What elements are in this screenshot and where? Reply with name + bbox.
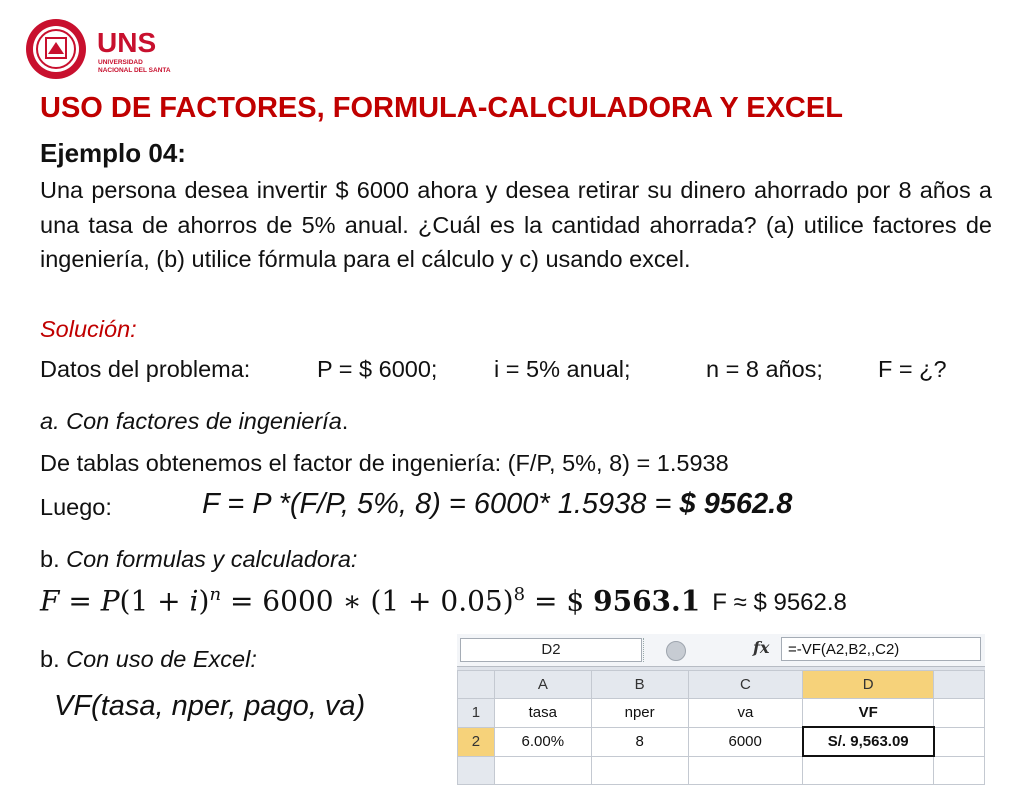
table-row [458, 756, 985, 785]
svg-text:NACIONAL DEL SANTA: NACIONAL DEL SANTA [98, 67, 171, 74]
cell-b2[interactable]: 8 [591, 727, 688, 756]
excel-snippet [457, 634, 985, 768]
column-header-d[interactable]: D [803, 671, 934, 699]
compound-formula: $F = P(1 + i)^n = 6000$ ∗ $(1 + 0.05)^8$ = $ 9563.1 F ≈ $ 9562.8 [40, 584, 847, 618]
data-n: n = 8 años; [706, 356, 823, 382]
data-p: P = $ 6000; [317, 356, 438, 382]
select-all-corner[interactable] [458, 671, 495, 699]
cell-b1[interactable]: nper [591, 699, 688, 728]
cell-e2[interactable] [934, 727, 985, 756]
table-row [458, 727, 985, 756]
university-logo [24, 16, 174, 86]
data-f: F = ¿? [878, 356, 947, 382]
luego-label: Luego: [40, 494, 112, 520]
svg-text:UNIVERSIDAD: UNIVERSIDAD [98, 59, 143, 66]
cell-d2[interactable]: S/. 9,563.09 [803, 727, 934, 756]
cell-c3[interactable] [688, 756, 803, 785]
namebox-divider [643, 638, 646, 662]
cell-c1[interactable]: va [688, 699, 803, 728]
solution-heading: Solución: [40, 316, 137, 342]
formula-bar [457, 634, 985, 667]
cell-a3[interactable] [494, 756, 591, 785]
row-header-1[interactable]: 1 [458, 699, 495, 728]
column-header-e[interactable] [934, 671, 985, 699]
cell-e3[interactable] [934, 756, 985, 785]
formula-input[interactable]: =-VF(A2,B2,,C2) [781, 637, 981, 661]
name-box[interactable]: D2 [460, 638, 642, 662]
problem-data [40, 356, 1000, 386]
part-c-heading: b. Con uso de Excel: [40, 646, 257, 672]
approx-result: F ≈ $ 9562.8 [712, 589, 847, 617]
cell-b3[interactable] [591, 756, 688, 785]
factor-result: $ 9562.8 [679, 488, 793, 520]
row-header-3[interactable] [458, 756, 495, 785]
formula-expand-icon[interactable] [666, 641, 686, 661]
cell-c2[interactable]: 6000 [688, 727, 803, 756]
svg-text:UNS: UNS [97, 27, 157, 58]
column-header-row [458, 671, 985, 699]
column-header-b[interactable]: B [591, 671, 688, 699]
cell-d1[interactable]: VF [803, 699, 934, 728]
problem-statement: Una persona desea invertir $ 6000 ahora y desea retirar su dinero ahorrado por 8 años a una tasa de ahorros de 5% anual. ¿Cuál es la cantidad ahorrada? (a) utilice factores de ingeniería, (b) utilice fórmula para el cálculo y c) usando excel. [40, 177, 992, 272]
slide-title: USO DE FACTORES, FORMULA-CALCULADORA Y EXCEL [40, 92, 843, 124]
example-heading: Ejemplo 04: [40, 138, 186, 168]
formula-result: 9563.1 [593, 584, 701, 618]
factor-table-line: De tablas obtenemos el factor de ingeniería: (F/P, 5%, 8) = 1.5938 [40, 450, 729, 476]
table-row [458, 699, 985, 728]
fx-icon[interactable]: fx [753, 638, 770, 657]
cell-a1[interactable]: tasa [494, 699, 591, 728]
part-a-heading: a. Con factores de ingeniería. [40, 408, 349, 434]
column-header-a[interactable]: A [494, 671, 591, 699]
data-label: Datos del problema: [40, 356, 251, 382]
part-b-heading: b. Con formulas y calculadora: [40, 546, 358, 572]
vf-function-syntax: VF(tasa, nper, pago, va) [54, 690, 366, 722]
column-header-c[interactable]: C [688, 671, 803, 699]
factor-formula: F = P *(F/P, 5%, 8) = 6000* 1.5938 = $ 9562.8 [202, 488, 793, 520]
data-i: i = 5% anual; [494, 356, 631, 382]
uns-seal-icon [24, 16, 174, 86]
cell-a2[interactable]: 6.00% [494, 727, 591, 756]
cell-d3[interactable] [803, 756, 934, 785]
row-header-2[interactable]: 2 [458, 727, 495, 756]
cell-e1[interactable] [934, 699, 985, 728]
